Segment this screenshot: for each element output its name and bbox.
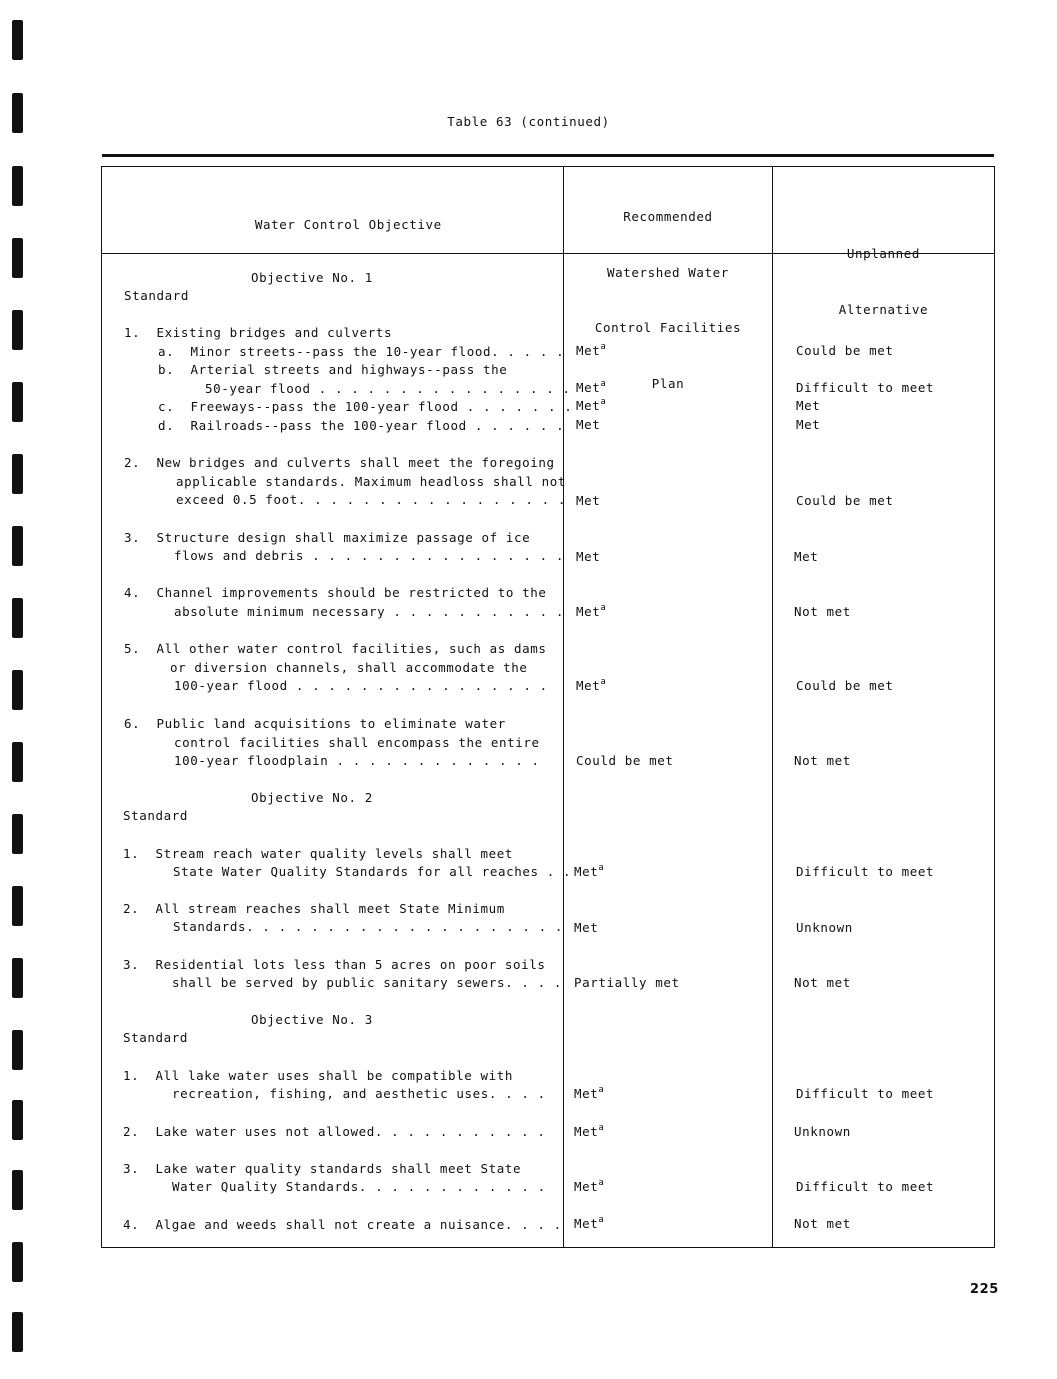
unplanned-value: Difficult to meet [796, 380, 935, 395]
standard-text: recreation, fishing, and aesthetic uses. . . . [172, 1086, 546, 1101]
unplanned-value: Not met [794, 1216, 851, 1231]
recommended-value: Met [574, 920, 599, 935]
standard-text: 6. Public land acquisitions to eliminate water [124, 716, 506, 731]
recommended-value [576, 343, 606, 358]
standard-text: 3. Lake water quality standards shall meet State [123, 1161, 522, 1176]
standard-text: Water Quality Standards. . . . . . . . . . . . [172, 1179, 546, 1194]
standard-text: 3. Residential lots less than 5 acres on poor soils [123, 957, 546, 972]
standard-subitem: 50-year flood . . . . . . . . . . . . . . . . [205, 381, 571, 396]
unplanned-value: Unknown [796, 920, 853, 935]
standard-text: control facilities shall encompass the entire [174, 735, 540, 750]
value-text: Met [576, 398, 601, 413]
recommended-value: Partially met [574, 975, 680, 990]
binder-mark [12, 454, 23, 494]
value-text: Met [574, 1124, 599, 1139]
unplanned-value: Difficult to meet [796, 1086, 935, 1101]
binder-mark [12, 814, 23, 854]
recommended-value: Met [576, 549, 601, 564]
recommended-value [576, 604, 606, 619]
binder-mark [12, 1030, 23, 1070]
value-text: Met [576, 678, 601, 693]
standard-subitem: b. Arterial streets and highways--pass the [158, 362, 508, 377]
standard-text: applicable standards. Maximum headloss shall not [176, 474, 567, 489]
unplanned-value: Difficult to meet [796, 864, 935, 879]
binder-mark [12, 382, 23, 422]
header-objective-label: Water Control Objective [254, 216, 442, 232]
standard-text: or diversion channels, shall accommodate the [170, 660, 528, 675]
recommended-value [576, 678, 606, 693]
binder-mark [12, 20, 23, 60]
value-text: Met [574, 1086, 599, 1101]
standard-text: 4. Channel improvements should be restricted to the [124, 585, 547, 600]
standard-label: Standard [123, 1030, 189, 1045]
header-recommended-line: Plan [651, 375, 685, 391]
footnote-marker: a [600, 397, 607, 407]
footnote-marker: a [600, 342, 607, 352]
recommended-value [576, 380, 606, 395]
standard-label: Standard [123, 808, 189, 823]
footnote-marker: a [598, 863, 605, 873]
binder-mark [12, 1170, 23, 1210]
binder-mark [12, 1242, 23, 1282]
footnote-marker: a [600, 677, 607, 687]
objective-heading: Objective No. 2 [251, 790, 373, 805]
title-rule [102, 154, 994, 157]
binder-mark [12, 238, 23, 278]
binder-mark [12, 526, 23, 566]
page-number: 225 [970, 1282, 999, 1297]
binder-mark [12, 166, 23, 206]
unplanned-value: Met [796, 398, 821, 413]
standard-text: absolute minimum necessary . . . . . . . . . . . [174, 604, 565, 619]
table-title: Table 63 (continued) [447, 114, 610, 129]
standard-label: Standard [124, 288, 190, 303]
unplanned-value: Not met [794, 604, 851, 619]
standard-text: shall be served by public sanitary sewers. . . . [172, 975, 563, 990]
footnote-marker: a [598, 1123, 605, 1133]
standard-text: State Water Quality Standards for all reaches . . [173, 864, 572, 879]
recommended-value [576, 398, 606, 413]
header-objective [102, 197, 562, 253]
value-text: Met [576, 343, 601, 358]
standard-text: 2. All stream reaches shall meet State Minimum [123, 901, 505, 916]
unplanned-value: Not met [794, 975, 851, 990]
recommended-value [574, 864, 604, 879]
header-unplanned-line: Unplanned [846, 246, 921, 261]
recommended-value [574, 1086, 604, 1101]
unplanned-value: Unknown [794, 1124, 851, 1139]
standard-text: 4. Algae and weeds shall not create a nuisance. . . . [123, 1217, 562, 1232]
header-recommended-line: Recommended [623, 209, 713, 224]
standard-text: 100-year flood . . . . . . . . . . . . . . . . [174, 678, 548, 693]
recommended-value: Met [576, 417, 601, 432]
standard-text: flows and debris . . . . . . . . . . . . . . . . [174, 548, 565, 563]
footnote-marker: a [598, 1178, 605, 1188]
header-unplanned-line: Alternative [838, 301, 929, 317]
footnote-marker: a [600, 603, 607, 613]
standard-subitem: a. Minor streets--pass the 10-year flood. . . . . [158, 344, 565, 359]
footnote-marker: a [598, 1215, 605, 1225]
header-unplanned [773, 208, 994, 356]
binder-mark [12, 310, 23, 350]
footnote-marker: a [598, 1085, 605, 1095]
unplanned-value: Could be met [796, 678, 894, 693]
standard-text: 1. Existing bridges and culverts [124, 325, 393, 340]
binder-mark [12, 958, 23, 998]
unplanned-value: Met [794, 549, 819, 564]
unplanned-value: Difficult to meet [796, 1179, 935, 1194]
recommended-value [574, 1216, 604, 1231]
unplanned-value: Met [796, 417, 821, 432]
recommended-value [574, 1124, 604, 1139]
unplanned-value: Not met [794, 753, 851, 768]
standard-text: 3. Structure design shall maximize passage of ice [124, 530, 531, 545]
standard-text: 5. All other water control facilities, such as dams [124, 641, 547, 656]
standard-text: 100-year floodplain . . . . . . . . . . . . . [174, 753, 540, 768]
value-text: Met [576, 604, 601, 619]
standard-text: 2. New bridges and culverts shall meet the foregoing [124, 455, 555, 470]
standard-text: 1. Stream reach water quality levels shall meet [123, 846, 514, 861]
binder-mark [12, 886, 23, 926]
standard-subitem: d. Railroads--pass the 100-year flood . . . . . . [158, 418, 565, 433]
standard-subitem: c. Freeways--pass the 100-year flood . . . . . . . [158, 399, 573, 414]
unplanned-value: Could be met [796, 343, 894, 358]
objectives-table [101, 166, 995, 1248]
footnote-marker: a [600, 379, 607, 389]
standard-text: 2. Lake water uses not allowed. . . . . . . . . . . [123, 1124, 546, 1139]
binder-mark [12, 598, 23, 638]
value-text: Met [574, 1216, 599, 1231]
value-text: Met [574, 864, 599, 879]
objective-heading: Objective No. 1 [251, 270, 373, 285]
objective-heading: Objective No. 3 [251, 1012, 373, 1027]
recommended-value: Could be met [576, 753, 674, 768]
value-text: Met [574, 1179, 599, 1194]
binder-mark [12, 1100, 23, 1140]
standard-text: exceed 0.5 foot. . . . . . . . . . . . . . . . . [176, 492, 567, 507]
standard-text: Standards. . . . . . . . . . . . . . . . . . . . [173, 919, 564, 934]
standard-text: 1. All lake water uses shall be compatible with [123, 1068, 514, 1083]
recommended-value: Met [576, 493, 601, 508]
unplanned-value: Could be met [796, 493, 894, 508]
binder-mark [12, 670, 23, 710]
binder-mark [12, 742, 23, 782]
binder-mark [12, 1312, 23, 1352]
recommended-value [574, 1179, 604, 1194]
header-recommended-line: Control Facilities [594, 320, 742, 335]
header-recommended-line: Watershed Water [607, 264, 729, 280]
value-text: Met [576, 380, 601, 395]
